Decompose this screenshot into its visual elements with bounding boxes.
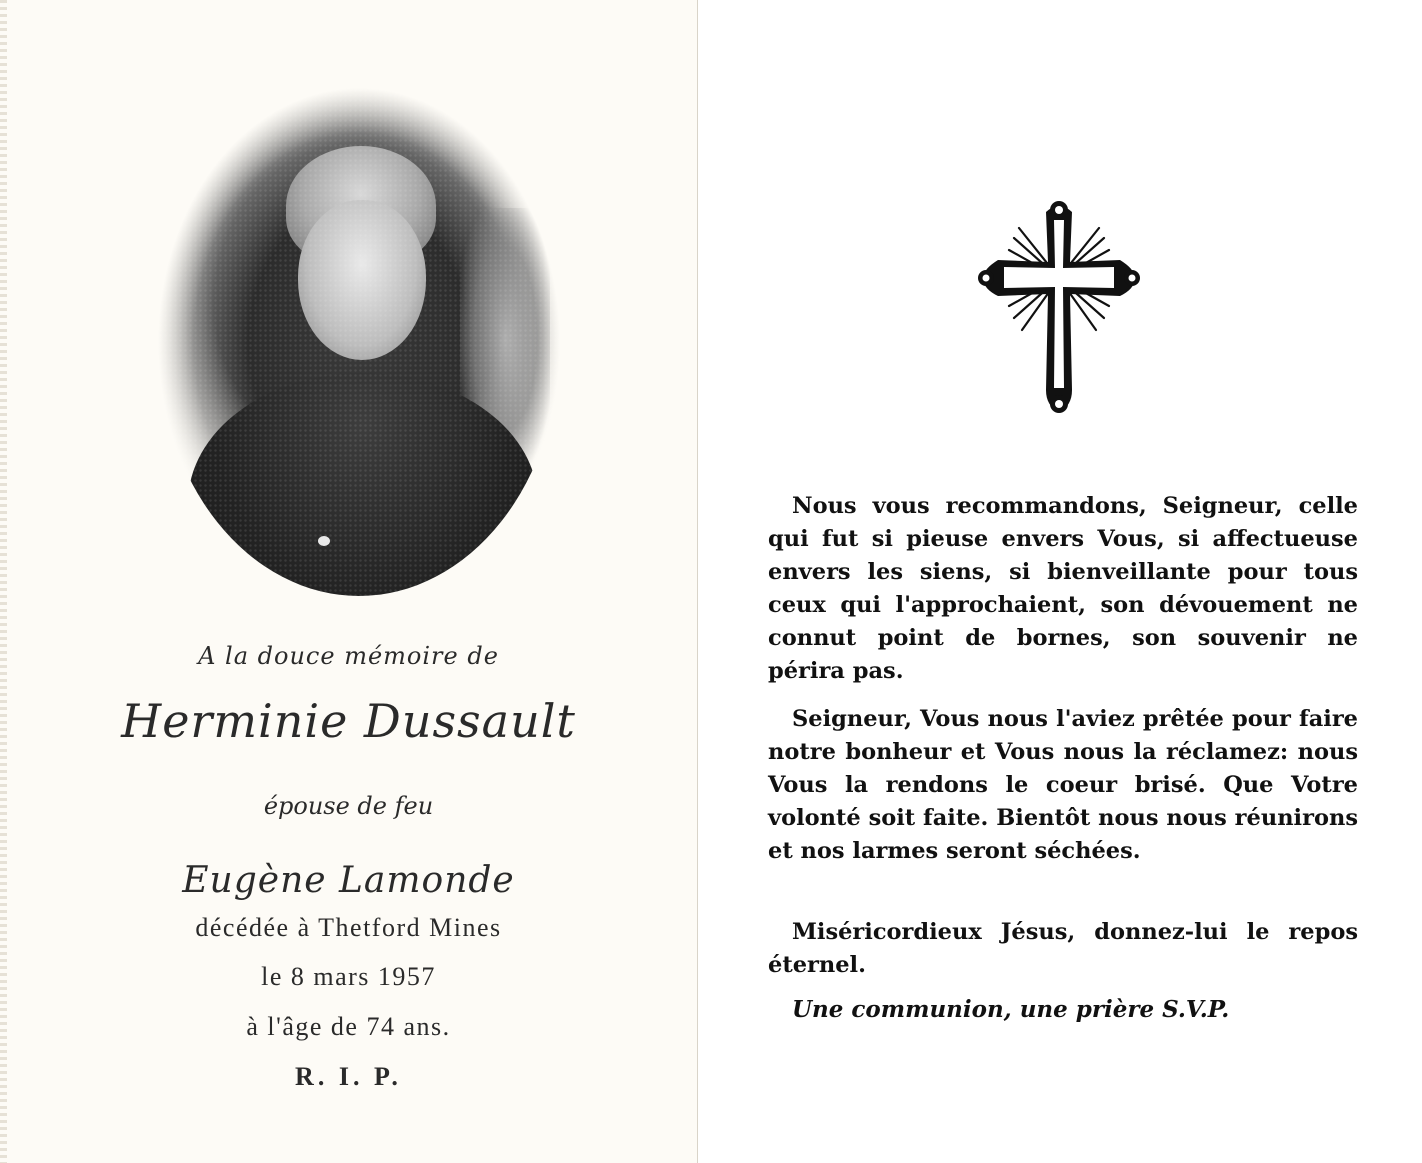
death-place: décédée à Thetford Mines (195, 913, 502, 942)
spouse-intro: épouse de feu (263, 792, 434, 820)
rip-text: R. I. P. (295, 1062, 402, 1091)
portrait-photo (158, 88, 560, 596)
prayer-paragraph: Seigneur, Vous nous l'aviez prêtée pour faire notre bonheur et Vous nous la réclamez: nous Vous la rendons le coeur brisé. Que Votre volonté soit faite. Bientôt nous nous réunirons et nos larmes seront séchées. (768, 706, 1358, 864)
deceased-name: Herminie Dussault (121, 694, 576, 748)
memorial-card-front (0, 0, 698, 1163)
memorial-card-back (698, 0, 1422, 1163)
death-date: le 8 mars 1957 (261, 962, 436, 991)
prayer-paragraph: Nous vous recommandons, Seigneur, celle qui fut si pieuse envers Vous, si affectueuse envers les siens, si bienveillante pour tous ceux qui l'approchaient, son dévouement ne connut point de bornes, son souvenir ne périra pas. (768, 493, 1358, 684)
age-at-death: à l'âge de 74 ans. (246, 1012, 451, 1041)
halftone-texture (158, 88, 560, 596)
prayer-paragraph: Miséricordieux Jésus, donnez-lui le repos éternel. (768, 919, 1358, 978)
memory-heading: A la douce mémoire de (198, 642, 499, 670)
cross-icon (974, 198, 1144, 418)
closing-request: Une communion, une prière S.V.P. (792, 996, 1230, 1023)
husband-name: Eugène Lamonde (182, 860, 515, 901)
